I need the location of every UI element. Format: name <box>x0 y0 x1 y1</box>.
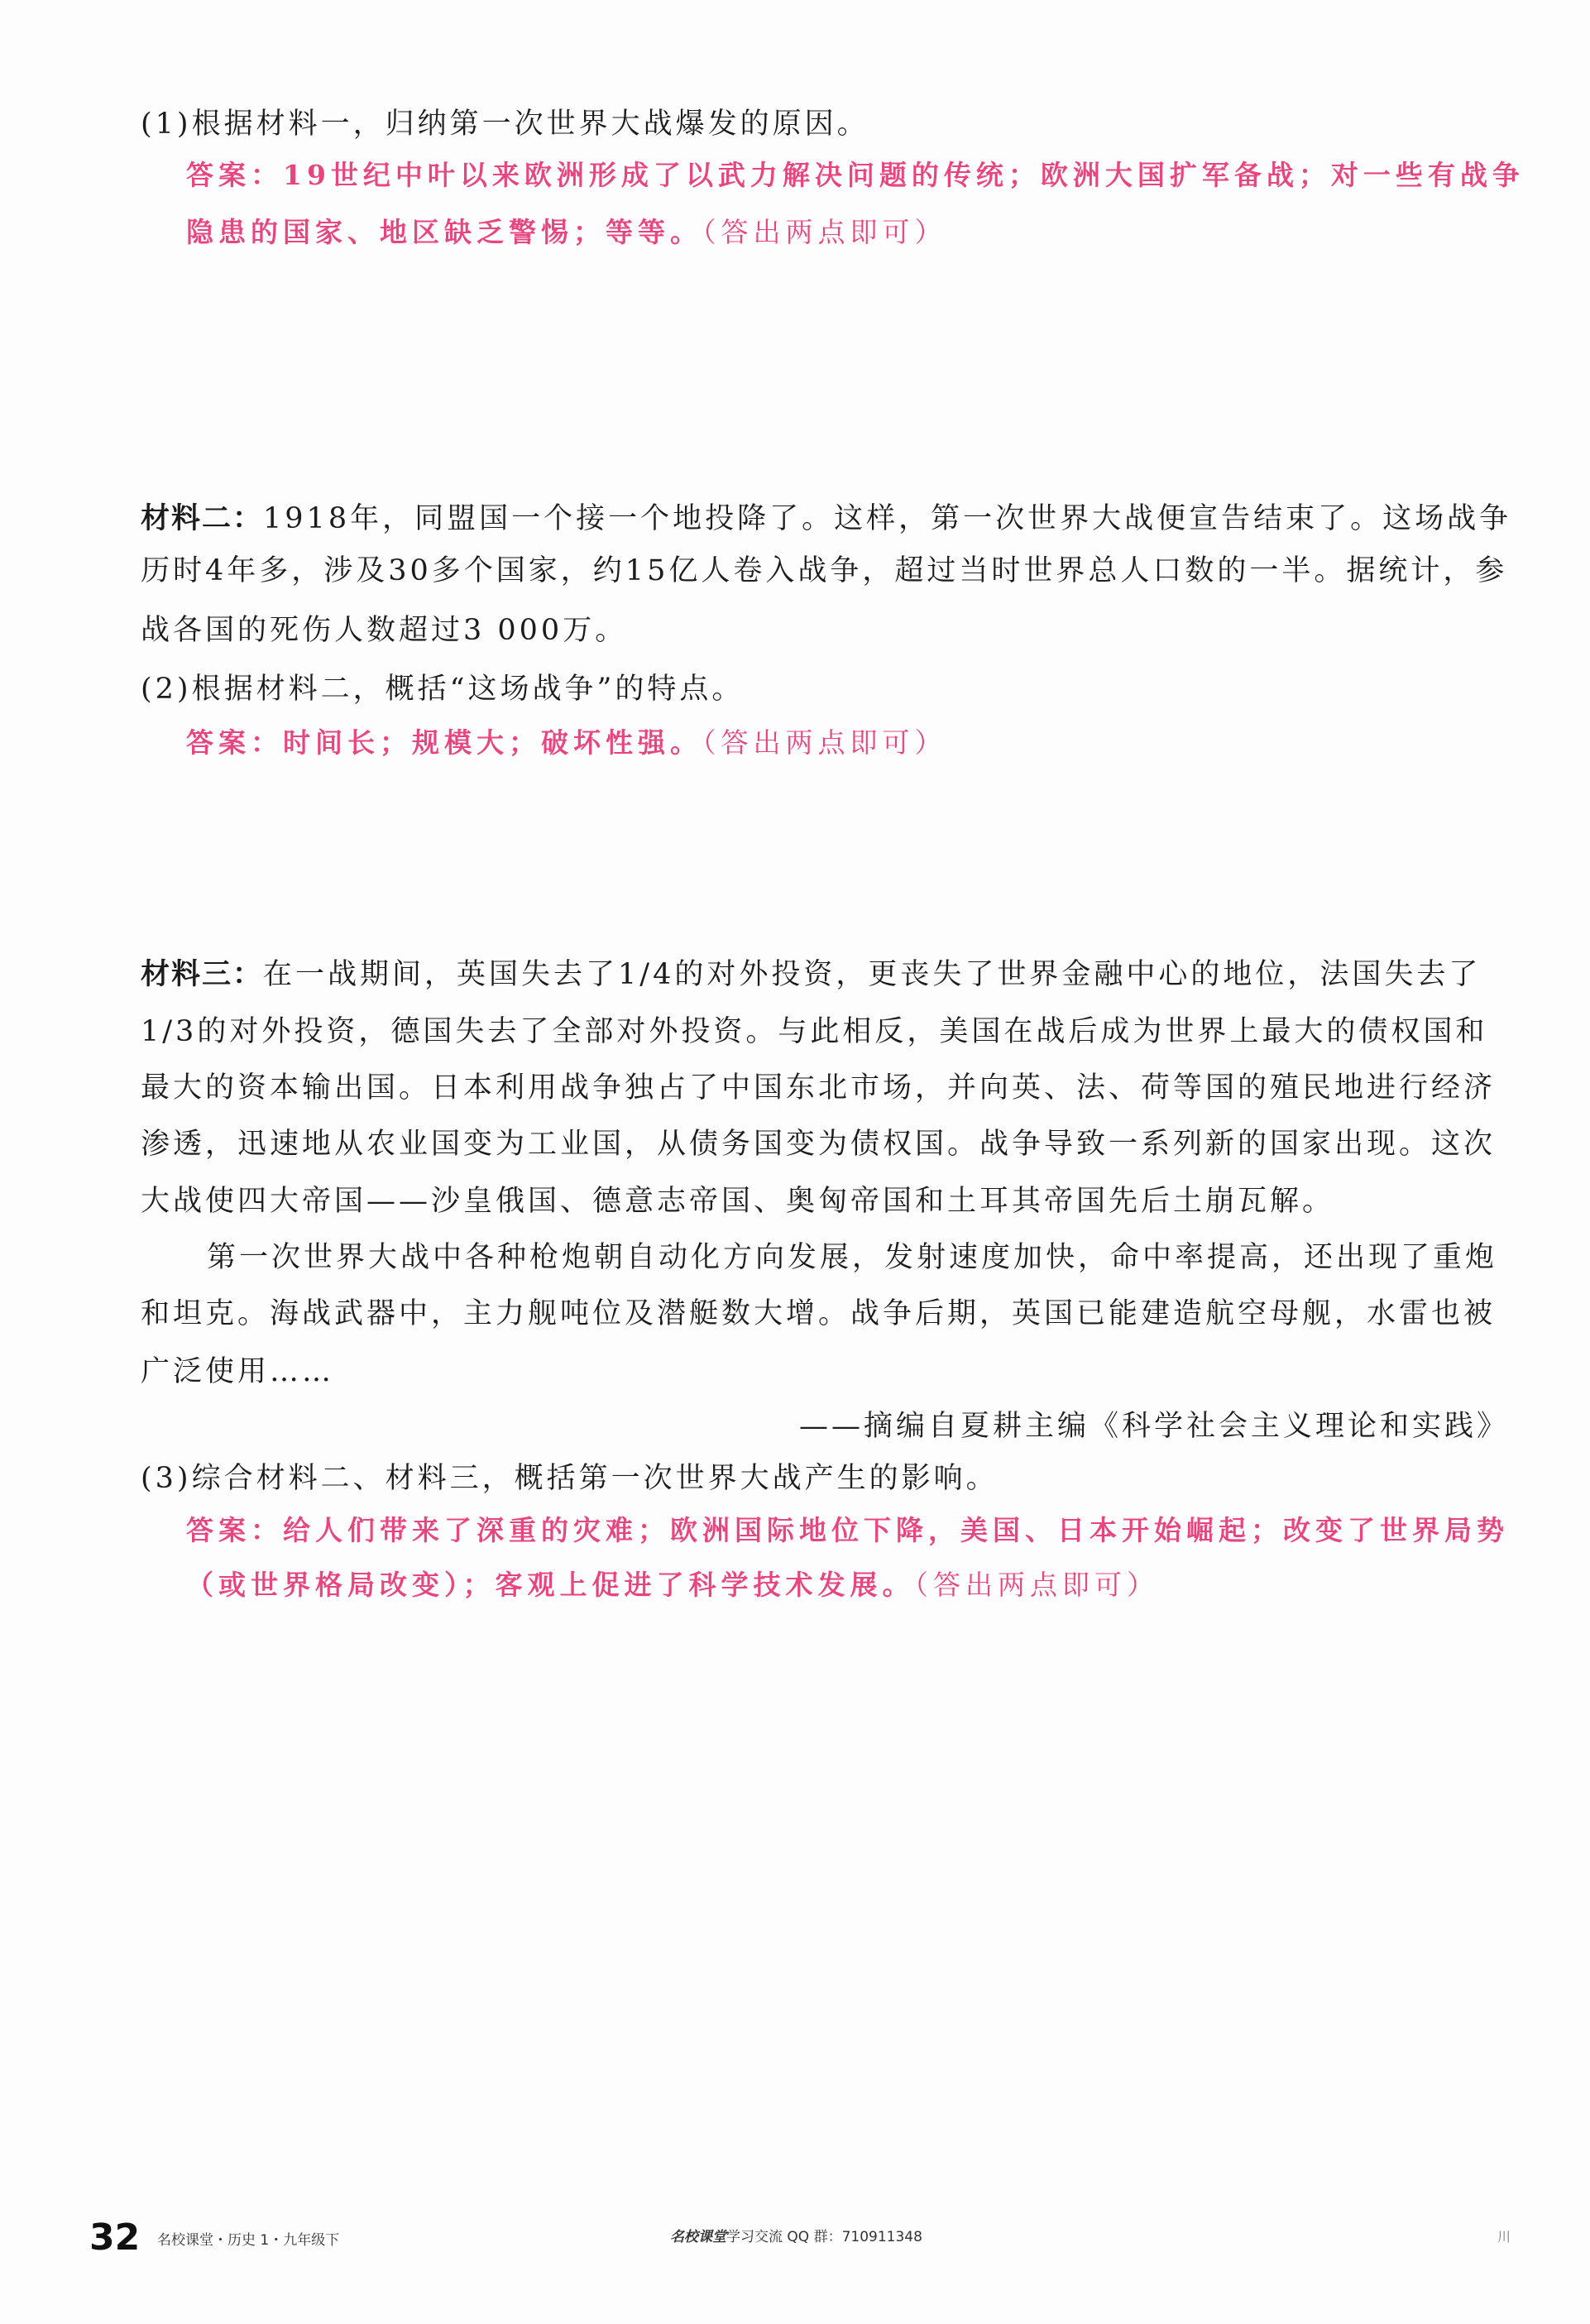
material-2-label: 材料二： <box>141 502 264 535</box>
material-3-line-4: 渗透，迅速地从农业国变为工业国，从债务国变为债权国。战争导致一系列新的国家出现。这次 <box>141 1128 1497 1161</box>
material-2-line-1 <box>141 498 1512 539</box>
question-1: (1)根据材料一，归纳第一次世界大战爆发的原因。 <box>141 108 869 141</box>
answer-1-line-1: 答案：19世纪中叶以来欧洲形成了以武力解决问题的传统；欧洲大国扩军备战；对一些有战争 <box>186 159 1525 191</box>
question-2: (2)根据材料二，概括“这场战争”的特点。 <box>141 673 745 706</box>
material-3-para-2-line-2: 和坦克。海战武器中，主力舰吨位及潜艇数大增。战争后期，英国已能建造航空母舰，水雷也被 <box>141 1297 1497 1330</box>
answer-2 <box>186 723 1510 763</box>
answer-3-line-1: 答案：给人们带来了深重的灾难；欧洲国际地位下降，美国、日本开始崛起；改变了世界局势 <box>186 1514 1509 1546</box>
page-number: 32 <box>89 2216 141 2259</box>
answer-3-note: （答出两点即可） <box>914 1569 1159 1601</box>
qq-group: 学习交流 QQ 群：710911348 <box>726 2229 922 2245</box>
answer-3-line-2 <box>186 1565 1510 1605</box>
answer-2-text: 答案：时间长；规模大；破坏性强。 <box>186 726 702 759</box>
footer-brand-info <box>670 2227 922 2247</box>
answer-1-note: （答出两点即可） <box>702 216 947 248</box>
material-3-label: 材料三： <box>141 958 264 991</box>
material-3-text-1: 在一战期间，英国失去了1/4的对外投资，更丧失了世界金融中心的地位，法国失去了 <box>263 958 1482 991</box>
answer-3-text: （或世界格局改变）；客观上促进了科学技术发展。 <box>186 1569 915 1601</box>
brand-logo: 名校课堂 <box>670 2229 726 2245</box>
region-mark: 川 <box>1497 2229 1511 2245</box>
material-2-line-3: 战各国的死伤人数超过3 000万。 <box>141 614 628 647</box>
material-3-source: ——摘编自夏耕主编《科学社会主义理论和实践》 <box>798 1410 1509 1443</box>
material-3-line-3: 最大的资本输出国。日本利用战争独占了中国东北市场，并向英、法、荷等国的殖民地进行经济 <box>141 1071 1497 1104</box>
material-3-line-1 <box>141 954 1506 995</box>
answer-1-line-2 <box>186 213 1510 252</box>
material-3-para-2-line-1: 第一次世界大战中各种枪炮朝自动化方向发展，发射速度加快，命中率提高，还出现了重炮 <box>207 1241 1498 1274</box>
answer-2-note: （答出两点即可） <box>702 726 947 759</box>
book-title: 名校课堂・历史 1・九年级下 <box>157 2232 340 2249</box>
material-3-line-5: 大战使四大帝国——沙皇俄国、德意志帝国、奥匈帝国和土耳其帝国先后土崩瓦解。 <box>141 1185 1335 1218</box>
material-2-text-1: 1918年，同盟国一个接一个地投降了。这样，第一次世界大战便宣告结束了。这场战争 <box>263 502 1512 535</box>
answer-1-text: 隐患的国家、地区缺乏警惕；等等。 <box>186 216 702 248</box>
material-3-para-2-line-3: 广泛使用…… <box>141 1355 335 1388</box>
material-2-line-2: 历时4年多，涉及30多个国家，约15亿人卷入战争，超过当时世界总人口数的一半。据统计，参 <box>141 554 1508 587</box>
material-3-line-2: 1/3的对外投资，德国失去了全部对外投资。与此相反，美国在战后成为世界上最大的债权国和 <box>141 1015 1488 1048</box>
question-3: (3)综合材料二、材料三，概括第一次世界大战产生的影响。 <box>141 1462 999 1495</box>
